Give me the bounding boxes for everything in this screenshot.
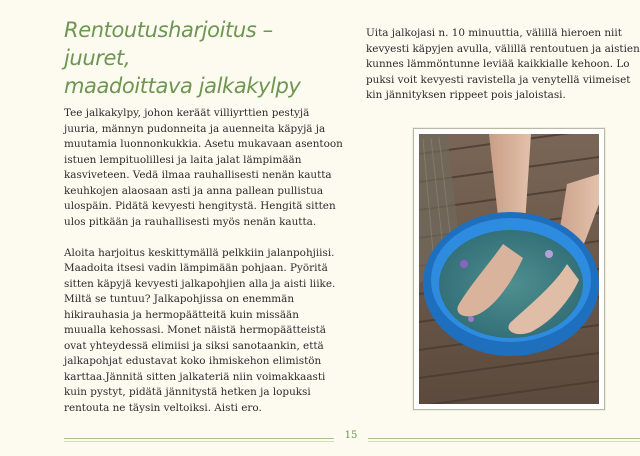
title-line-1: Rentoutusharjoitus – juuret, bbox=[64, 18, 273, 70]
paragraph-3 bbox=[366, 26, 640, 104]
left-text-column bbox=[64, 106, 344, 432]
page-title bbox=[64, 16, 314, 100]
paragraph-3-line-2: kevyesti käpyjen avulla, välillä rentoutuen ja aistien bbox=[366, 42, 640, 55]
footer-rule-right bbox=[368, 438, 640, 442]
page-number: 15 bbox=[344, 430, 358, 441]
foot-bath-photo bbox=[419, 134, 599, 404]
paragraph-1: Tee jalkakylpy, johon keräät villiyrttien pestyjä juuria, männyn pudonneita ja auenneita käpyjä ja muutamia luonnonkukkia. Asetu mukavaan asentoon istuen lempituolillesi ja laita jalat lämpimään kasviveteen. Vedä ilmaa rauhallisesti nenän kautta keuhkojen alaosaan asti ja anna pallean pullistua ulospäin. Pidätä kevyesti hengitystä. Hengitä sitten ulos pitkään ja rauhallisesti myös nenän kautta. bbox=[64, 107, 343, 228]
paragraph-3-line-4: puksi voit kevyesti ravistella ja venytellä viimeiset bbox=[366, 73, 631, 86]
right-text-column bbox=[366, 26, 640, 104]
photo-frame bbox=[413, 128, 605, 410]
paragraph-3-line-5: kin jännityksen rippeet pois jaloistasi. bbox=[366, 89, 566, 101]
footer-rule-left bbox=[64, 438, 334, 442]
foot-bath-illustration bbox=[419, 134, 599, 404]
paragraph-2: Aloita harjoitus keskittymällä pelkkiin jalanpohjiisi. Maadoita itsesi vadin lämpimään pohjaan. Pyöritä sitten käpyjä kevyesti jalkapohjien alla ja aisti liike. Miltä se tuntuu? Jalkapohjissa on enemmän hikirauhasia ja hermopäätteitä kuin missään muualla kehossasi. Monet näistä hermopäätteistä ovat yhteydessä elimiisi ja siksi sanotaankin, että jalkapohjat edustavat koko ihmiskehon elimistön karttaa.Jännitä sitten jalkateriä niin voimakkaasti kuin pystyt, pidätä jännitystä hetken ja lopuksi rentouta ne täysin veltoiksi. Aisti ero. bbox=[64, 246, 336, 414]
paragraph-3-line-3: kunnes lämmöntunne leviää kaikkialle kehoon. Lo bbox=[366, 58, 630, 70]
title-line-2: maadoittava jalkakylpy bbox=[64, 74, 301, 98]
paragraph-3-line-1: Uita jalkojasi n. 10 minuuttia, välillä hieroen niit bbox=[366, 27, 622, 39]
